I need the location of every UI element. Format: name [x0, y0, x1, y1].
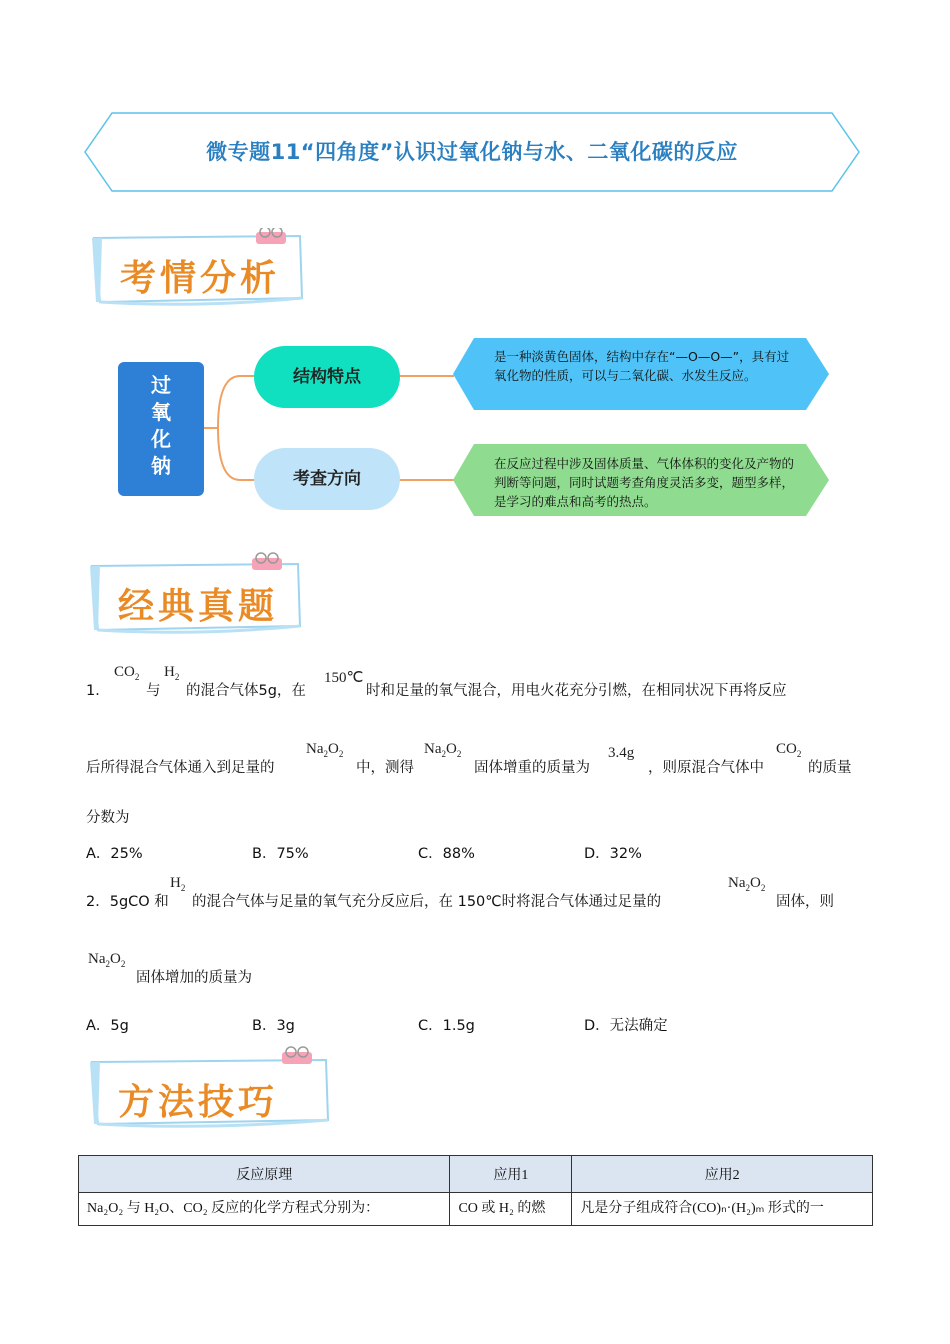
- q1-number: 1．: [86, 683, 110, 699]
- mindmap-center-label: [118, 372, 204, 480]
- section-title-analysis: 考情分析: [120, 257, 281, 299]
- center-char-4: 钠: [151, 454, 171, 478]
- q1-line-1: [86, 679, 110, 700]
- na-text: Na: [728, 875, 746, 891]
- paperclip-icon: [256, 228, 286, 244]
- center-char-2: 氧: [151, 400, 171, 424]
- co2-text: CO: [776, 741, 797, 757]
- q1-h2-text: H: [164, 664, 175, 680]
- na-sub: 2: [323, 749, 328, 759]
- na-text: Na: [88, 951, 106, 967]
- o-sub: 2: [338, 749, 344, 759]
- q1-mass: 3.4g: [608, 745, 635, 761]
- paperclip-icon: [282, 1047, 312, 1064]
- o-text: O: [110, 951, 121, 967]
- co2-sub: 2: [796, 749, 802, 759]
- q2-option-c[interactable]: C．1.5g: [418, 1018, 475, 1034]
- mindmap-text-structure: 是一种淡黄色固体，结构中存在“—O—O—”，具有过氧化物的性质，可以与二氧化碳、水发生反应。: [494, 349, 790, 383]
- q1-option-b[interactable]: B．75%: [252, 846, 309, 862]
- q1-text-2: 时和足量的氧气混合，用电火花充分引燃，在相同状况下再将反应: [366, 683, 787, 699]
- q1-na2o2-b: [424, 741, 461, 759]
- q2-option-b[interactable]: B．3g: [252, 1018, 295, 1034]
- na-sub: 2: [745, 883, 750, 893]
- o-sub: 2: [456, 749, 462, 759]
- table-header-row: [79, 1156, 873, 1193]
- q1-text-1: 的混合气体5g，在: [186, 683, 306, 699]
- center-char-1: 过: [151, 373, 171, 397]
- q1-co2-sub: 2: [134, 672, 140, 682]
- method-table: [78, 1155, 873, 1226]
- page-title: 微专题11“四角度”认识过氧化钠与水、二氧化碳的反应: [206, 140, 738, 164]
- section-title-method: 方法技巧: [118, 1081, 279, 1123]
- table-cell: CO 或 H₂ 的燃: [450, 1193, 572, 1226]
- table-header: 反应原理: [79, 1156, 450, 1193]
- o-sub: 2: [120, 959, 126, 969]
- q2-text-3: 固体增加的质量为: [136, 970, 252, 986]
- o-text: O: [446, 741, 457, 757]
- q1-yu: 与: [146, 683, 161, 699]
- q2-text-1: 的混合气体与足量的氧气充分反应后，在 150℃时将混合气体通过足量的: [192, 894, 662, 910]
- q1-co2-text: CO: [114, 664, 135, 680]
- na-sub: 2: [105, 959, 110, 969]
- mindmap-branch-structure: 结构特点: [254, 346, 400, 408]
- q1-co2: [114, 664, 139, 682]
- na-sub: 2: [441, 749, 446, 759]
- center-char-3: 化: [151, 427, 171, 451]
- q1-text-7: 的质量: [808, 760, 852, 776]
- na-text: Na: [424, 741, 442, 757]
- na-text: Na: [306, 741, 324, 757]
- q2-na2o2-b: [88, 951, 125, 969]
- o-sub: 2: [760, 883, 766, 893]
- q1-na2o2-a: [306, 741, 343, 759]
- q1-option-c[interactable]: C．88%: [418, 846, 475, 862]
- q1-h2: [164, 664, 179, 682]
- q2-option-d[interactable]: D．无法确定: [584, 1018, 668, 1034]
- q2-option-a[interactable]: A．5g: [86, 1018, 129, 1034]
- q1-h2-sub: 2: [174, 672, 180, 682]
- q1-text-3: 后所得混合气体通入到足量的: [86, 760, 275, 776]
- q2-h2-text: H: [170, 875, 181, 891]
- o-text: O: [750, 875, 761, 891]
- table-header: 应用1: [450, 1156, 572, 1193]
- q2-text-2: 固体，则: [776, 894, 834, 910]
- q1-text-4: 中，测得: [356, 760, 414, 776]
- q2-number: 2．5gCO 和: [86, 894, 169, 910]
- q1-text-5: 固体增重的质量为: [474, 760, 590, 776]
- paperclip-icon: [252, 553, 282, 570]
- section-title-classic: 经典真题: [118, 585, 279, 627]
- q1-option-d[interactable]: D．32%: [584, 846, 642, 862]
- q2-h2: [170, 875, 185, 893]
- mindmap-connector-right: [398, 370, 456, 486]
- q1-text-8: 分数为: [86, 810, 130, 826]
- table-row: [79, 1193, 873, 1226]
- q1-temp: 150℃: [324, 670, 364, 686]
- q1-co2-b: [776, 741, 801, 759]
- table-cell: Na₂O₂ 与 H₂O、CO₂ 反应的化学方程式分别为：: [79, 1193, 450, 1226]
- table-header: 应用2: [572, 1156, 873, 1193]
- q2-h2-sub: 2: [180, 883, 186, 893]
- table-cell: 凡是分子组成符合(CO)ₙ·(H₂)ₘ 形式的一: [572, 1193, 873, 1226]
- mindmap-branch-exam: 考查方向: [254, 448, 400, 510]
- mindmap-text-exam: 在反应过程中涉及固体质量、气体体积的变化及产物的判断等问题，同时试题考查角度灵活多变，题型多样，是学习的难点和高考的热点。: [494, 456, 795, 509]
- o-text: O: [328, 741, 339, 757]
- q2-na2o2-a: [728, 875, 765, 893]
- q1-text-6: ，则原混合气体中: [648, 760, 764, 776]
- q1-option-a[interactable]: A．25%: [86, 846, 143, 862]
- mindmap-connector: [200, 370, 260, 486]
